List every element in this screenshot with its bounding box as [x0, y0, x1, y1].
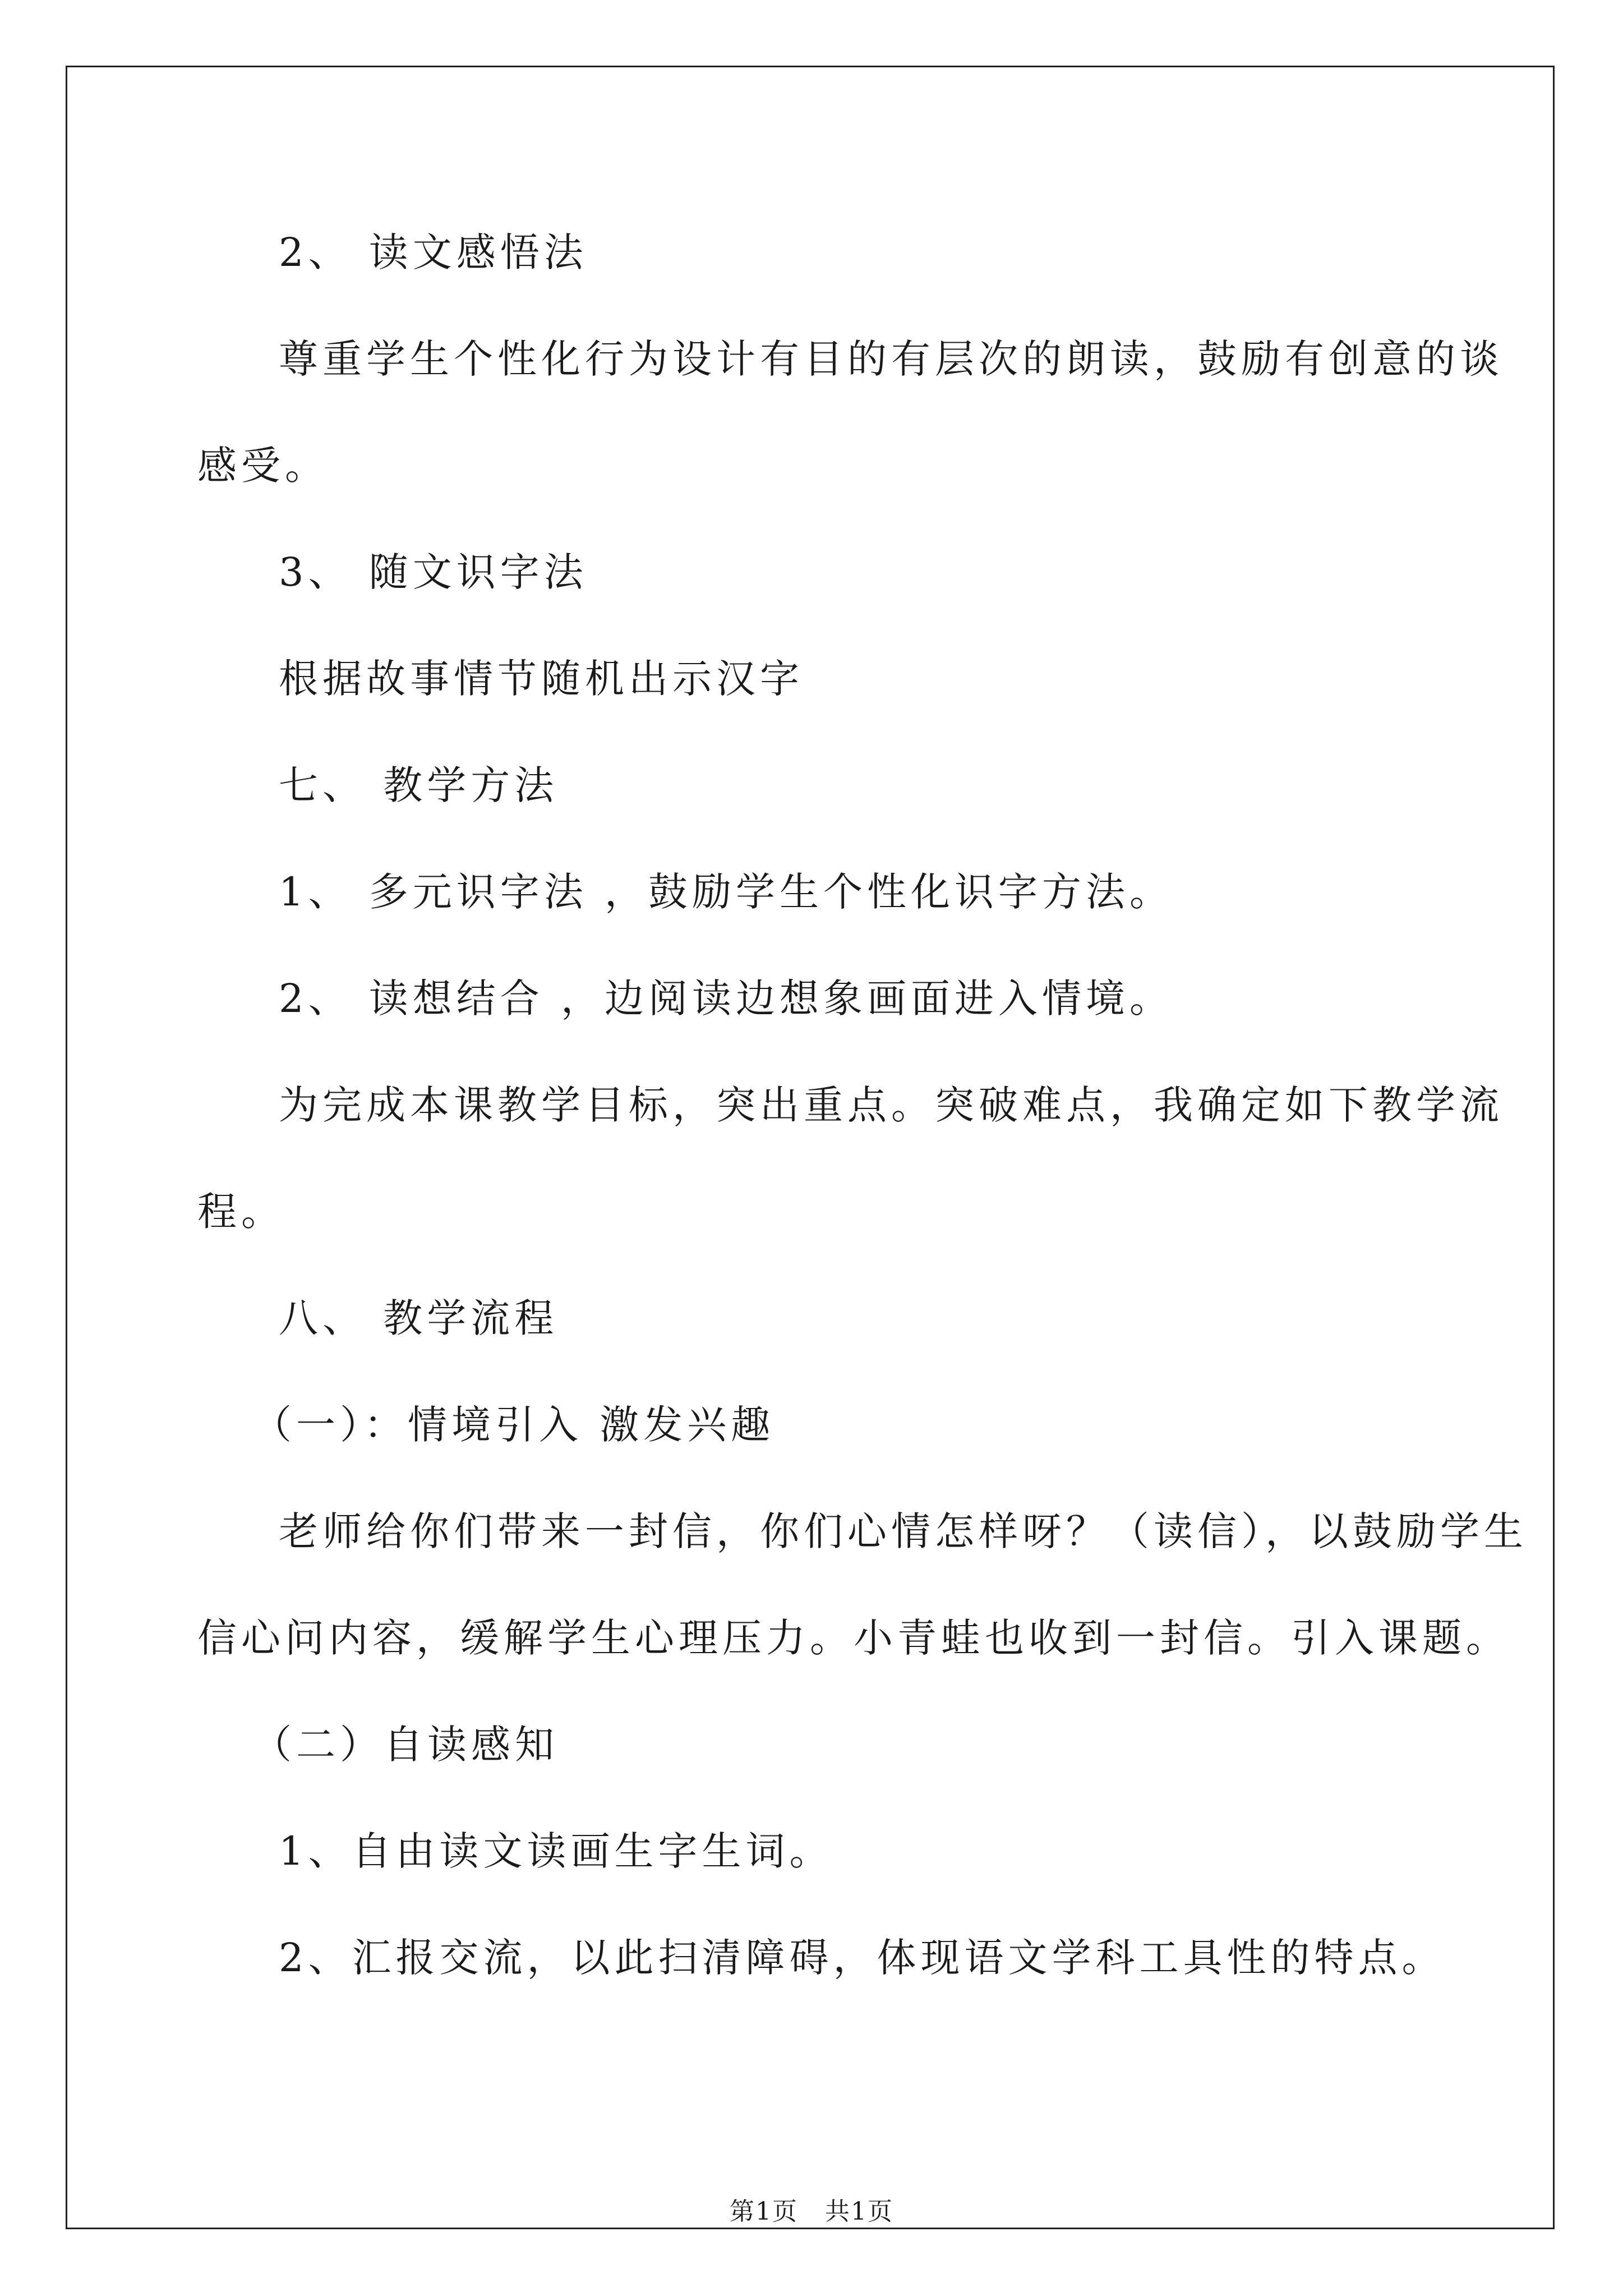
section-heading-teaching-process: 八、 教学流程: [279, 1295, 559, 1341]
paragraph-line: 老师给你们带来一封信，你们心情怎样呀？（读信），以鼓励学生: [279, 1508, 1528, 1554]
section-heading-teaching-methods: 七、 教学方法: [279, 762, 559, 808]
paragraph-line: 信心问内容，缓解学生心理压力。小青蛙也收到一封信。引入课题。: [197, 1615, 1510, 1661]
list-item: 2、汇报交流，以此扫清障碍，体现语文学科工具性的特点。: [279, 1935, 1446, 1981]
paragraph-line: 为完成本课教学目标，突出重点。突破难点，我确定如下教学流: [279, 1082, 1504, 1128]
paragraph-line: 程。: [197, 1189, 285, 1235]
paragraph-line: 感受。: [197, 443, 329, 489]
paragraph-line: 根据故事情节随机出示汉字: [279, 656, 804, 702]
paragraph-line: 尊重学生个性化行为设计有目的有层次的朗读，鼓励有创意的谈: [279, 336, 1504, 382]
page-footer: 第1页 共1页: [730, 2197, 893, 2226]
list-item: 1、 多元识字法 ，鼓励学生个性化识字方法。: [279, 869, 1174, 915]
heading-literacy-method: 3、 随文识字法: [279, 549, 588, 595]
heading-reading-method: 2、 读文感悟法: [279, 229, 588, 275]
subheading: （二）自读感知: [252, 1722, 559, 1768]
list-item: 1、自由读文读画生字生词。: [279, 1828, 833, 1874]
list-item: 2、 读想结合 ，边阅读边想象画面进入情境。: [279, 976, 1174, 1022]
subheading: （一）：情境引入 激发兴趣: [252, 1402, 775, 1448]
